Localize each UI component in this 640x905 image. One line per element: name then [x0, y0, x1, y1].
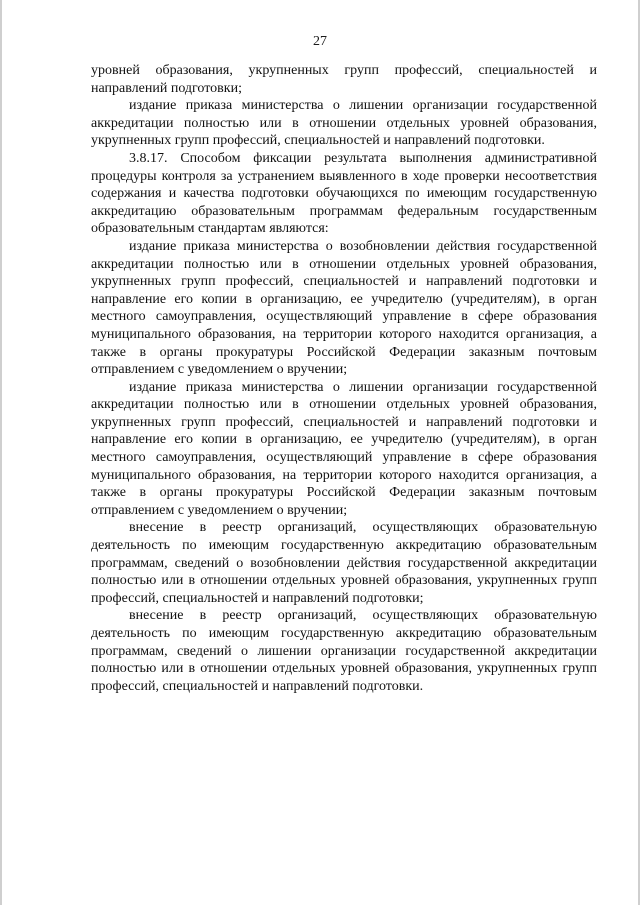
document-body — [91, 62, 597, 695]
paragraph: издание приказа министерства о возобновлении действия государственной аккредитации полностью или в отношении отдельных уровней образования, укрупненных групп профессий, специальностей и направлений подготовки и направление его копии в организацию, ее учредителю (учредителям), в орган местного самоуправления, осуществляющий управление в сфере образования муниципального образования, на территории которого находится организация, а также в органы прокуратуры Российской Федерации заказным почтовым отправлением с уведомлением о вручении; — [91, 238, 597, 378]
paragraph: издание приказа министерства о лишении организации государственной аккредитации полностью или в отношении отдельных уровней образования, укрупненных групп профессий, специальностей и направлений подготовки и направление его копии в организацию, ее учредителю (учредителям), в орган местного самоуправления, осуществляющий управление в сфере образования муниципального образования, на территории которого находится организация, а также в органы прокуратуры Российской Федерации заказным почтовым отправлением с уведомлением о вручении; — [91, 379, 597, 518]
page-number: 27 — [313, 34, 327, 49]
paragraph: внесение в реестр организаций, осуществляющих образовательную деятельность по имеющим государственную аккредитацию образовательным программам, сведений о возобновлении действия государственной аккредитации полностью или в отношении отдельных уровней образования, укрупненных групп профессий, специальностей и направлений подготовки; — [91, 520, 597, 606]
paragraph: уровней образования, укрупненных групп профессий, специальностей и направлений подготовки; — [91, 63, 597, 96]
paragraph: внесение в реестр организаций, осуществляющих образовательную деятельность по имеющим государственную аккредитацию образовательным программам, сведений о лишении организации государственной аккредитации полностью или в отношении отдельных уровней образования, укрупненных групп профессий, специальностей и направлений подготовки. — [91, 608, 597, 694]
paragraph: 3.8.17. Способом фиксации результата выполнения административной процедуры контроля за устранением выявленного в ходе проверки несоответствия содержания и качества подготовки обучающихся по имеющим государственную аккредитацию образовательным программам федеральным государственным образовательным стандартам являются: — [91, 150, 597, 237]
paragraph: издание приказа министерства о лишении организации государственной аккредитации полностью или в отношении отдельных уровней образования, укрупненных групп профессий, специальностей и направлений подготовки. — [91, 98, 597, 149]
